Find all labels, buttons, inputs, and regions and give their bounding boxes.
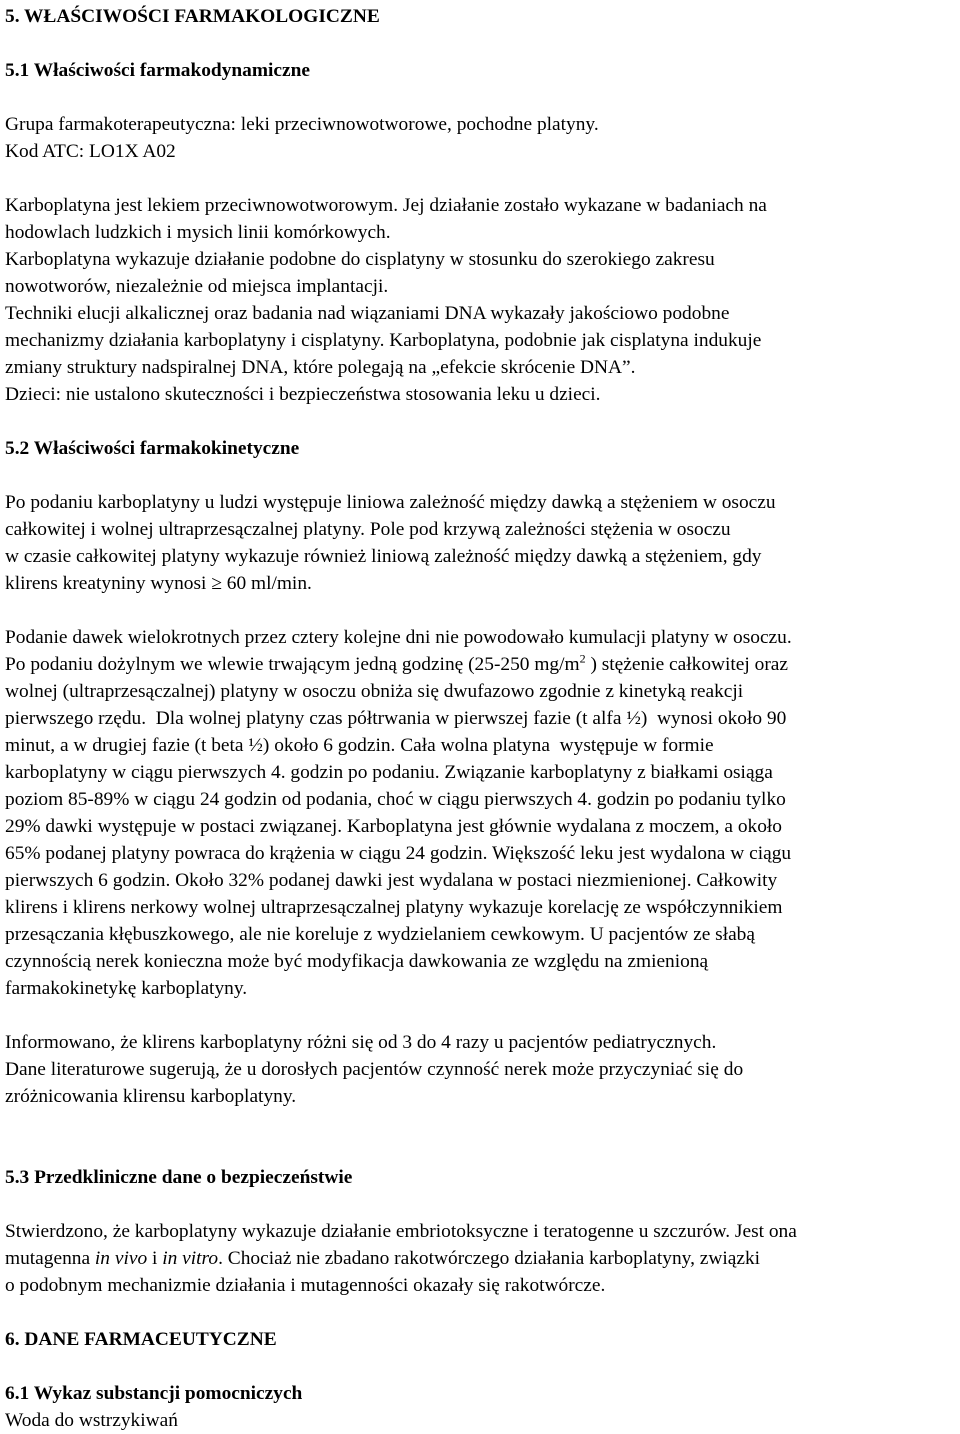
pharmacokinetics-paragraph-1 bbox=[5, 489, 958, 597]
text-line: poziom 85-89% w ciągu 24 godzin od podania, choć w ciągu pierwszych 4. godzin po podaniu tylko bbox=[5, 789, 786, 810]
text-line: 29% dawki występuje w postaci związanej. Karboplatyna jest głównie wydalana z moczem, a około bbox=[5, 816, 782, 837]
text-line bbox=[5, 651, 958, 678]
text-line: Dzieci: nie ustalono skuteczności i bezpieczeństwa stosowania leku u dzieci. bbox=[5, 384, 601, 405]
atc-code: Kod ATC: LO1X A02 bbox=[5, 141, 176, 162]
excipients-text: Woda do wstrzykiwań bbox=[5, 1410, 178, 1431]
text-line: w czasie całkowitej platyny wykazuje również liniową zależność między dawką a stężeniem, gdy bbox=[5, 546, 762, 567]
text-span: Po podaniu dożylnym we wlewie trwającym jedną godzinę (25-250 mg/m bbox=[5, 654, 580, 675]
preclinical-paragraph bbox=[5, 1218, 958, 1299]
document-page bbox=[5, 3, 958, 1434]
section-5-1-heading: 5.1 Właściwości farmakodynamiczne bbox=[5, 60, 311, 81]
text-line: Po podaniu karboplatyny u ludzi występuje liniowa zależność między dawką a stężeniem w osoczu bbox=[5, 492, 776, 513]
section-6-heading: 6. DANE FARMACEUTYCZNE bbox=[5, 1329, 277, 1350]
text-line: Techniki elucji alkalicznej oraz badania nad wiązaniami DNA wykazały jakościowo podobne bbox=[5, 303, 730, 324]
text-line: o podobnym mechanizmie działania i mutagenności okazały się rakotwórcze. bbox=[5, 1275, 606, 1296]
italic-text: in vitro bbox=[162, 1248, 219, 1269]
text-line: hodowlach ludzkich i mysich linii komórkowych. bbox=[5, 222, 391, 243]
text-line: całkowitej i wolnej ultraprzesączalnej platyny. Pole pod krzywą zależności stężenia w osoczu bbox=[5, 519, 731, 540]
text-line: minut, a w drugiej fazie (t beta ½) około 6 godzin. Cała wolna platyna występuje w formie bbox=[5, 735, 714, 756]
text-line: czynnością nerek konieczna może być modyfikacja dawkowania ze względu na zmienioną bbox=[5, 951, 709, 972]
pharmacodynamics-paragraph bbox=[5, 192, 958, 408]
text-line: pierwszego rzędu. Dla wolnej platyny czas półtrwania w pierwszej fazie (t alfa ½) wynosi około 90 bbox=[5, 708, 787, 729]
text-line: 65% podanej platyny powraca do krążenia w ciągu 24 godzin. Większość leku jest wydalona w ciągu bbox=[5, 843, 792, 864]
pharmacokinetics-paragraph-3 bbox=[5, 1029, 958, 1110]
text-line: zróżnicowania klirensu karboplatyny. bbox=[5, 1086, 297, 1107]
italic-text: in vivo bbox=[94, 1248, 148, 1269]
text-line: przesączania kłębuszkowego, ale nie koreluje z wydzielaniem cewkowym. U pacjentów ze słabą bbox=[5, 924, 755, 945]
text-line: Dane literaturowe sugerują, że u dorosłych pacjentów czynność nerek może przyczyniać się do bbox=[5, 1059, 744, 1080]
text-line: zmiany struktury nadspiralnej DNA, które polegają na „efekcie skrócenie DNA”. bbox=[5, 357, 636, 378]
text-line: mechanizmy działania karboplatyny i cisplatyny. Karboplatyna, podobnie jak cisplatyna indukuje bbox=[5, 330, 762, 351]
text-line: karboplatyny w ciągu pierwszych 4. godzin po podaniu. Związanie karboplatyny z białkami osiąga bbox=[5, 762, 773, 783]
text-line: Podanie dawek wielokrotnych przez cztery kolejne dni nie powodowało kumulacji platyny w osoczu. bbox=[5, 627, 792, 648]
text-span: ) stężenie całkowitej oraz bbox=[585, 654, 789, 675]
text-line: Informowano, że klirens karboplatyny różni się od 3 do 4 razy u pacjentów pediatrycznych. bbox=[5, 1032, 717, 1053]
superscript: 2 bbox=[579, 651, 586, 666]
text-line: Karboplatyna jest lekiem przeciwnowotworowym. Jej działanie zostało wykazane w badaniach na bbox=[5, 195, 767, 216]
text-span: . Chociaż nie zbadano rakotwórczego działania karboplatyny, związki bbox=[218, 1248, 761, 1269]
text-line: Stwierdzono, że karboplatyny wykazuje działanie embriotoksyczne i teratogenne u szczurów. Jest ona bbox=[5, 1221, 797, 1242]
text-line bbox=[5, 1245, 958, 1272]
section-5-heading: 5. WŁAŚCIWOŚCI FARMAKOLOGICZNE bbox=[5, 6, 380, 27]
text-line: farmakokinetykę karboplatyny. bbox=[5, 978, 248, 999]
section-6-1-heading: 6.1 Wykaz substancji pomocniczych bbox=[5, 1383, 303, 1404]
text-line: klirens kreatyniny wynosi ≥ 60 ml/min. bbox=[5, 573, 312, 594]
text-line: klirens i klirens nerkowy wolnej ultraprzesączalnej platyny wykazuje korelację ze współczynnikiem bbox=[5, 897, 783, 918]
text-line: nowotworów, niezależnie od miejsca implantacji. bbox=[5, 276, 389, 297]
text-line: pierwszych 6 godzin. Około 32% podanej dawki jest wydalana w postaci niezmienionej. Całkowity bbox=[5, 870, 778, 891]
text-line: Karboplatyna wykazuje działanie podobne do cisplatyny w stosunku do szerokiego zakresu bbox=[5, 249, 715, 270]
text-span: i bbox=[147, 1248, 163, 1269]
text-line: wolnej (ultraprzesączalnej) platyny w osoczu obniża się dwufazowo zgodnie z kinetyką reakcji bbox=[5, 681, 744, 702]
pharmacotherapeutic-group: Grupa farmakoterapeutyczna: leki przeciwnowotworowe, pochodne platyny. bbox=[5, 114, 599, 135]
section-5-3-heading: 5.3 Przedkliniczne dane o bezpieczeństwie bbox=[5, 1167, 353, 1188]
text-span: mutagenna bbox=[5, 1248, 95, 1269]
section-5-2-heading: 5.2 Właściwości farmakokinetyczne bbox=[5, 438, 300, 459]
pharmacokinetics-paragraph-2 bbox=[5, 624, 958, 1002]
